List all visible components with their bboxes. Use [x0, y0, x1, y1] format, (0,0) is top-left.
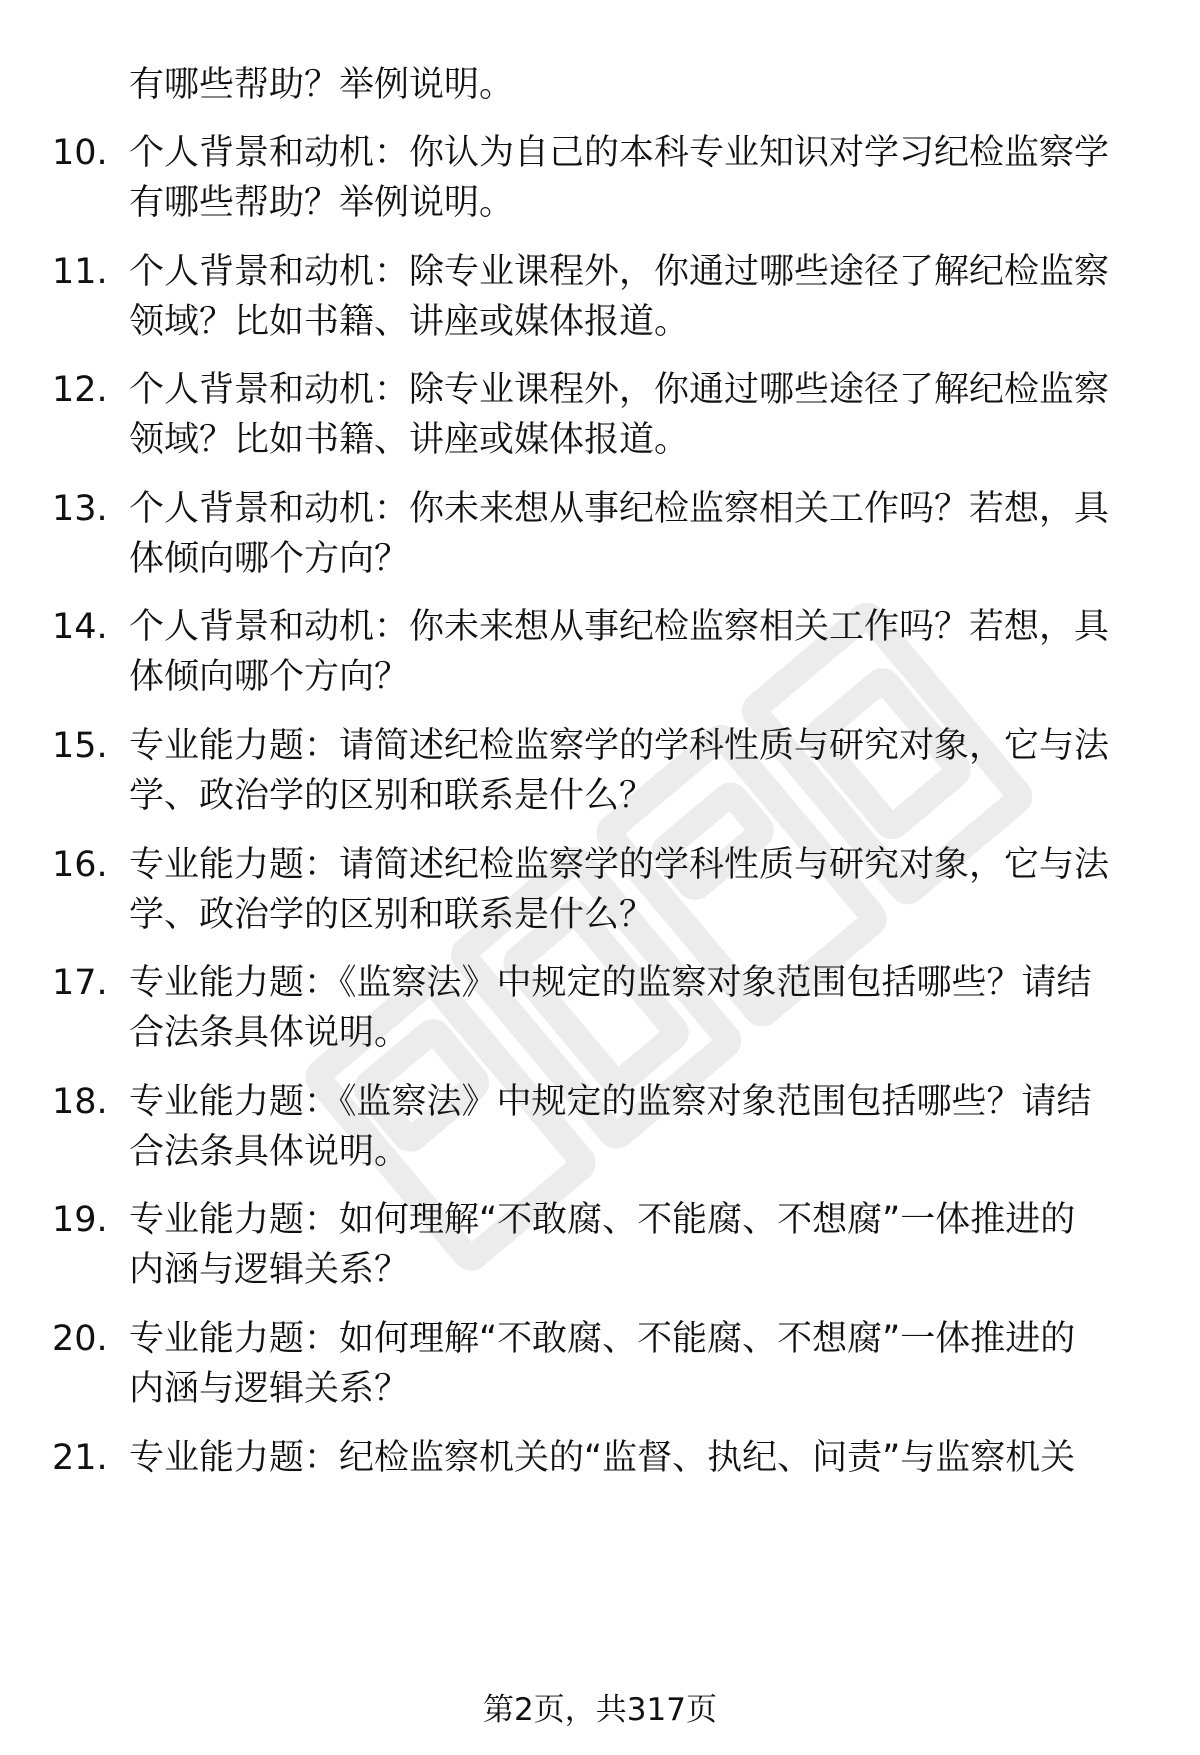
- question-text-line: 领域？比如书籍、讲座或媒体报道。: [129, 302, 690, 342]
- question-text: [129, 602, 1139, 702]
- question-item: [0, 365, 1200, 475]
- question-text: [129, 1195, 1139, 1295]
- question-number: 14.: [52, 607, 108, 647]
- question-number: 18.: [52, 1082, 108, 1122]
- question-text-line: 专业能力题：纪检监察机关的“监督、执纪、问责”与监察机关: [129, 1438, 1076, 1478]
- question-text-line: 专业能力题：《监察法》中规定的监察对象范围包括哪些？请结: [129, 963, 1092, 1003]
- question-text: [129, 721, 1139, 821]
- question-text: [129, 958, 1139, 1058]
- question-text-line: 合法条具体说明。: [129, 1132, 410, 1172]
- question-number: 17.: [52, 963, 108, 1003]
- question-text: [129, 840, 1139, 940]
- question-item: [0, 484, 1200, 594]
- question-text-line: 专业能力题：请简述纪检监察学的学科性质与研究对象，它与法: [129, 845, 1110, 885]
- question-text: [129, 247, 1139, 347]
- continued-question-text: 有哪些帮助？举例说明。: [129, 65, 515, 105]
- question-text-line: 内涵与逻辑关系？: [129, 1369, 410, 1409]
- question-text-line: 学、政治学的区别和联系是什么？: [129, 776, 655, 816]
- question-item: [0, 128, 1200, 238]
- question-text-line: 个人背景和动机：你未来想从事纪检监察相关工作吗？若想，具: [129, 489, 1110, 529]
- question-number: 20.: [52, 1319, 108, 1359]
- question-item: [0, 840, 1200, 950]
- page-number-footer: 第2页，共317页: [483, 1692, 717, 1728]
- question-text-line: 专业能力题：如何理解“不敢腐、不能腐、不想腐”一体推进的: [129, 1319, 1076, 1359]
- question-number: 19.: [52, 1200, 108, 1240]
- question-number: 16.: [52, 845, 108, 885]
- question-text: [129, 1077, 1139, 1177]
- question-item: [0, 602, 1200, 712]
- question-text: [129, 1314, 1139, 1414]
- question-number: 12.: [52, 370, 108, 410]
- question-text-line: 体倾向哪个方向？: [129, 657, 410, 697]
- question-item: [0, 1433, 1200, 1543]
- question-text-line: 有哪些帮助？举例说明。: [129, 183, 515, 223]
- question-text-line: 个人背景和动机：除专业课程外，你通过哪些途径了解纪检监察: [129, 370, 1110, 410]
- question-number: 13.: [52, 489, 108, 529]
- question-text-line: 个人背景和动机：你认为自己的本科专业知识对学习纪检监察学: [129, 133, 1110, 173]
- question-text-line: 专业能力题：请简述纪检监察学的学科性质与研究对象，它与法: [129, 726, 1110, 766]
- question-number: 21.: [52, 1438, 108, 1478]
- question-item: [0, 1195, 1200, 1305]
- question-text: [129, 484, 1139, 584]
- question-text-line: 个人背景和动机：你未来想从事纪检监察相关工作吗？若想，具: [129, 607, 1110, 647]
- question-text-line: 内涵与逻辑关系？: [129, 1250, 410, 1290]
- question-text-line: 体倾向哪个方向？: [129, 539, 410, 579]
- question-text-line: 专业能力题：如何理解“不敢腐、不能腐、不想腐”一体推进的: [129, 1200, 1076, 1240]
- question-number: 11.: [52, 252, 108, 292]
- question-number: 15.: [52, 726, 108, 766]
- question-text-line: 学、政治学的区别和联系是什么？: [129, 895, 655, 935]
- question-item: [0, 1314, 1200, 1424]
- question-text: [129, 365, 1139, 465]
- question-text-line: 合法条具体说明。: [129, 1013, 410, 1053]
- question-text-line: 个人背景和动机：除专业课程外，你通过哪些途径了解纪检监察: [129, 252, 1110, 292]
- question-text-line: 领域？比如书籍、讲座或媒体报道。: [129, 420, 690, 460]
- question-text: [129, 128, 1139, 228]
- question-item: [0, 247, 1200, 357]
- question-text-line: 专业能力题：《监察法》中规定的监察对象范围包括哪些？请结: [129, 1082, 1092, 1122]
- question-item: [0, 1077, 1200, 1187]
- question-item: [0, 721, 1200, 831]
- question-text: [129, 1433, 1139, 1483]
- question-number: 10.: [52, 133, 108, 173]
- question-item: [0, 958, 1200, 1068]
